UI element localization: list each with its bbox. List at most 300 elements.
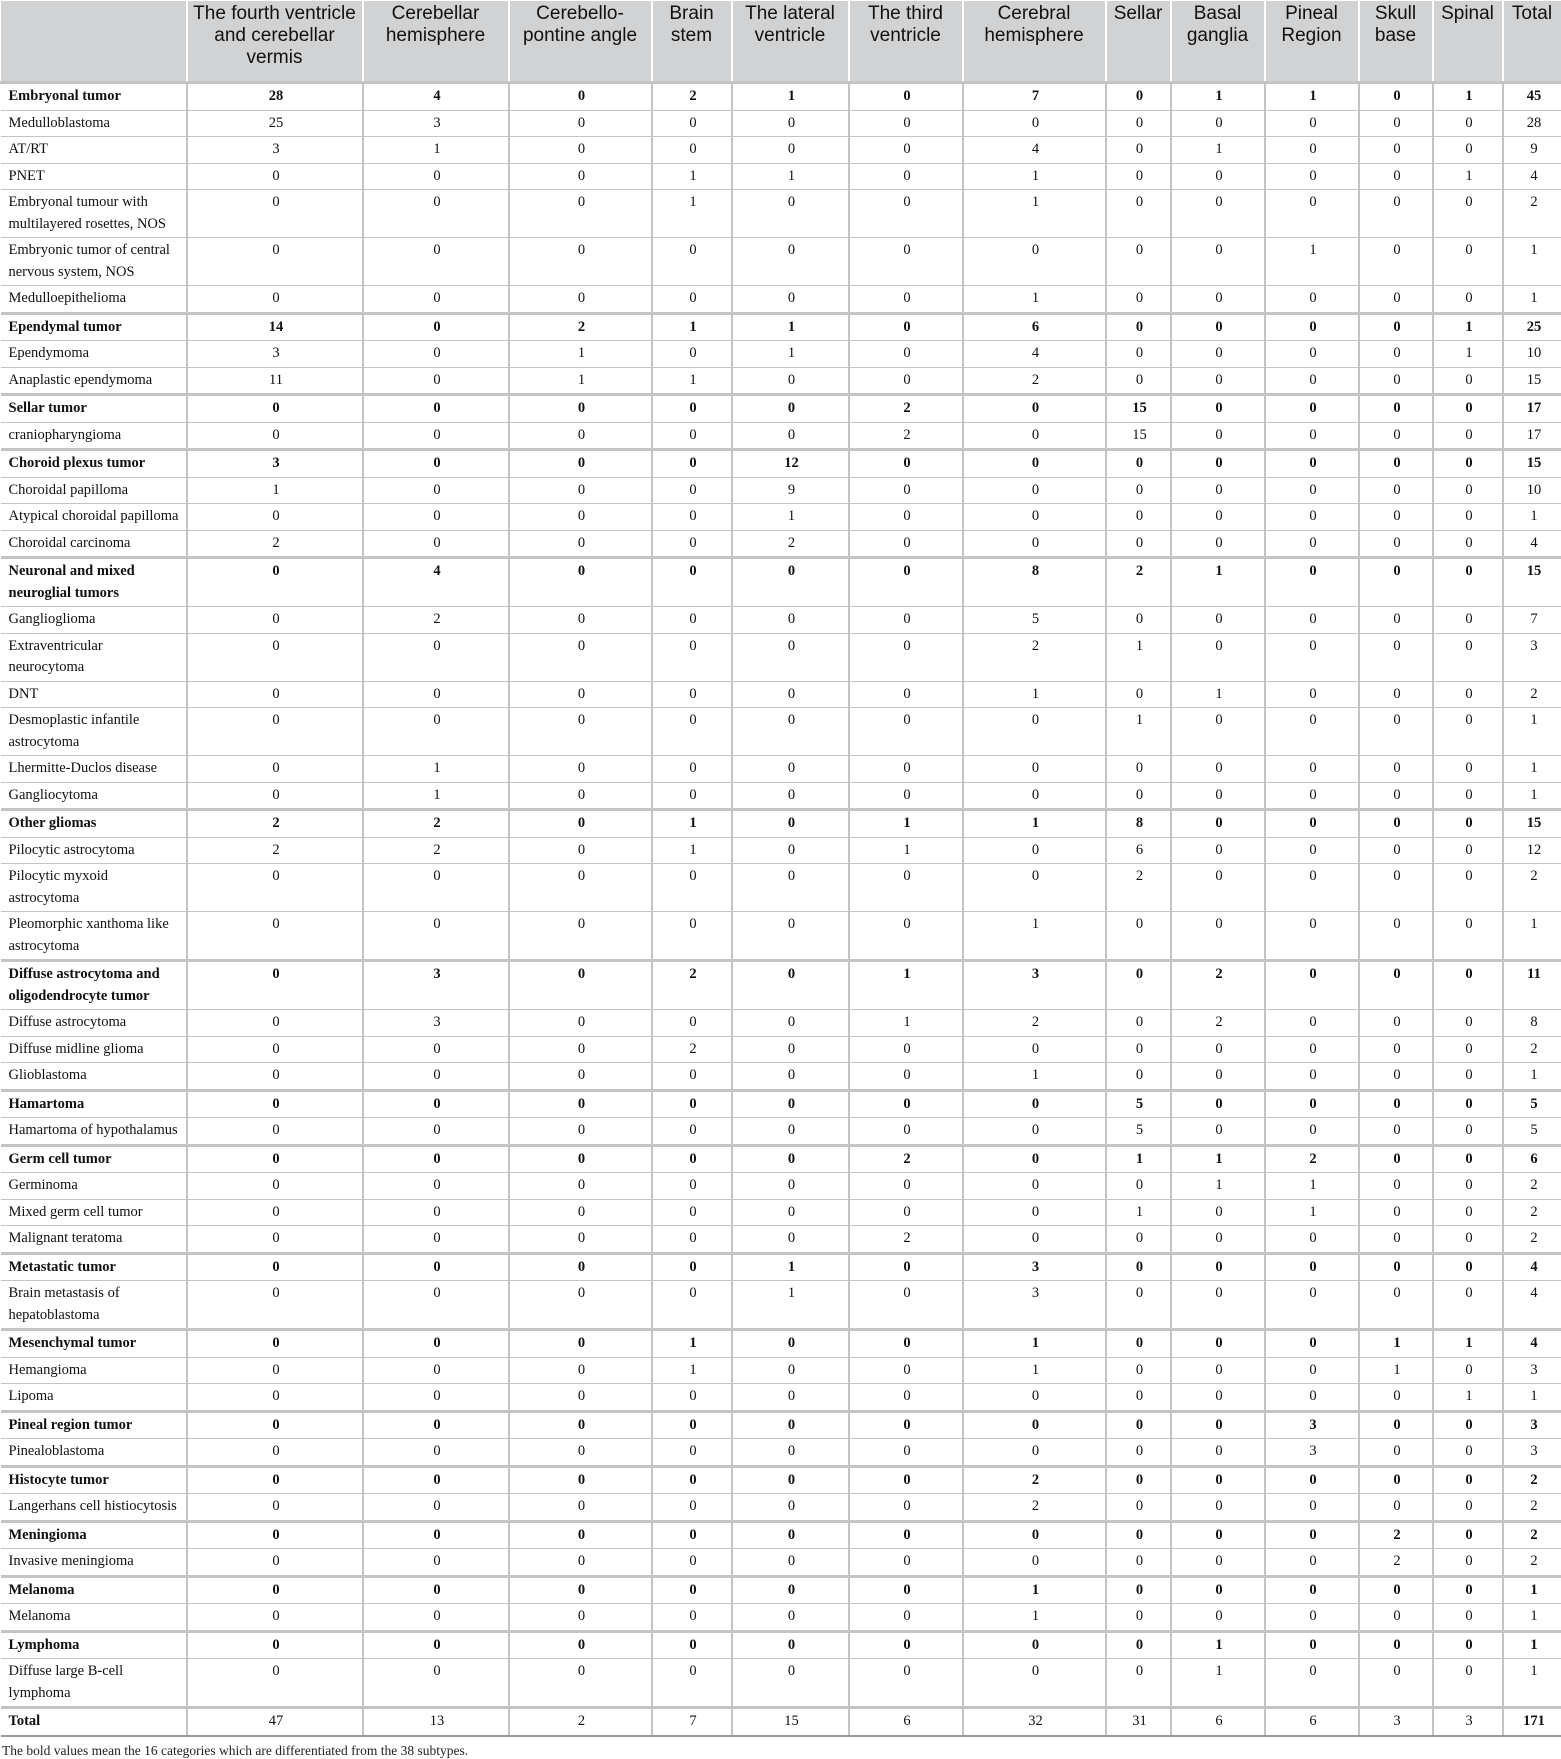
value-cell: 0 [1359, 810, 1433, 838]
value-cell: 3 [363, 110, 509, 137]
value-cell: 0 [1265, 708, 1359, 756]
value-cell: 0 [849, 341, 963, 368]
value-cell: 0 [652, 1466, 732, 1494]
header-row [1, 1, 1561, 83]
value-cell: 0 [849, 1631, 963, 1659]
value-cell: 0 [509, 961, 652, 1010]
value-cell: 0 [509, 1253, 652, 1281]
value-cell: 0 [963, 1036, 1106, 1063]
value-cell: 1 [363, 782, 509, 810]
value-cell: 9 [1503, 137, 1561, 164]
subtype-row [1, 912, 1561, 961]
value-cell: 0 [849, 83, 963, 111]
value-cell: 0 [1171, 395, 1265, 423]
value-cell: 0 [363, 190, 509, 238]
value-cell: 0 [509, 1576, 652, 1604]
value-cell: 15 [1503, 367, 1561, 395]
row-label: PNET [1, 163, 187, 190]
subtype-row [1, 1063, 1561, 1091]
row-label: Meningioma [1, 1521, 187, 1549]
value-cell: 0 [1265, 313, 1359, 341]
value-cell: 1 [1503, 1659, 1561, 1708]
value-cell: 2 [652, 83, 732, 111]
value-cell: 0 [509, 912, 652, 961]
value-cell: 0 [849, 708, 963, 756]
value-cell: 0 [363, 477, 509, 504]
value-cell: 0 [849, 477, 963, 504]
value-cell: 0 [363, 1466, 509, 1494]
value-cell: 0 [652, 1199, 732, 1226]
value-cell: 0 [509, 1357, 652, 1384]
value-cell: 0 [1265, 1549, 1359, 1577]
value-cell: 0 [1359, 395, 1433, 423]
value-cell: 0 [1171, 1604, 1265, 1632]
row-label: Gangliocytoma [1, 782, 187, 810]
value-cell: 0 [363, 1281, 509, 1330]
value-cell: 0 [187, 912, 363, 961]
value-cell: 1 [1503, 708, 1561, 756]
row-label: Invasive meningioma [1, 1549, 187, 1577]
value-cell: 0 [1359, 504, 1433, 531]
row-label: Pineal region tumor [1, 1411, 187, 1439]
category-row [1, 313, 1561, 341]
subtype-row [1, 1494, 1561, 1522]
value-cell: 0 [187, 681, 363, 708]
value-cell: 2 [1106, 864, 1171, 912]
value-cell: 1 [1171, 137, 1265, 164]
value-cell: 1 [1171, 1173, 1265, 1200]
subtype-row [1, 681, 1561, 708]
subtype-row [1, 837, 1561, 864]
value-cell: 0 [1433, 1521, 1503, 1549]
value-cell: 0 [1171, 341, 1265, 368]
value-cell: 0 [1265, 1631, 1359, 1659]
value-cell: 0 [1265, 137, 1359, 164]
value-cell: 0 [1359, 607, 1433, 634]
value-cell: 0 [187, 1604, 363, 1632]
subtype-row [1, 137, 1561, 164]
value-cell: 0 [963, 504, 1106, 531]
value-cell: 0 [849, 1521, 963, 1549]
value-cell: 0 [509, 422, 652, 450]
value-cell: 5 [963, 607, 1106, 634]
row-label: Diffuse midline glioma [1, 1036, 187, 1063]
value-cell: 0 [1171, 633, 1265, 681]
value-cell: 0 [732, 864, 849, 912]
value-cell: 0 [963, 756, 1106, 783]
value-cell: 0 [963, 1199, 1106, 1226]
value-cell: 0 [1359, 708, 1433, 756]
value-cell: 0 [1359, 864, 1433, 912]
value-cell: 1 [509, 341, 652, 368]
value-cell: 0 [1265, 504, 1359, 531]
header-cell: Cerebellar hemisphere [363, 1, 509, 83]
category-row [1, 558, 1561, 607]
value-cell: 0 [187, 633, 363, 681]
value-cell: 0 [187, 782, 363, 810]
value-cell: 0 [1265, 681, 1359, 708]
value-cell: 0 [1265, 1604, 1359, 1632]
value-cell: 0 [509, 190, 652, 238]
value-cell: 0 [652, 1494, 732, 1522]
value-cell: 0 [1106, 1521, 1171, 1549]
row-label: Lymphoma [1, 1631, 187, 1659]
subtype-row [1, 110, 1561, 137]
value-cell: 1 [652, 1330, 732, 1358]
value-cell: 6 [1265, 1708, 1359, 1736]
value-cell: 0 [1265, 1357, 1359, 1384]
value-cell: 0 [1359, 1173, 1433, 1200]
value-cell: 0 [363, 504, 509, 531]
value-cell: 1 [732, 341, 849, 368]
value-cell: 0 [1171, 450, 1265, 478]
value-cell: 0 [1359, 110, 1433, 137]
value-cell: 0 [187, 1466, 363, 1494]
value-cell: 0 [1106, 1063, 1171, 1091]
value-cell: 0 [187, 1494, 363, 1522]
value-cell: 9 [732, 477, 849, 504]
value-cell: 0 [1433, 395, 1503, 423]
value-cell: 0 [849, 633, 963, 681]
value-cell: 0 [732, 1199, 849, 1226]
value-cell: 0 [732, 810, 849, 838]
value-cell: 0 [849, 1357, 963, 1384]
value-cell: 0 [1106, 1330, 1171, 1358]
value-cell: 1 [963, 286, 1106, 314]
row-label: Hamartoma [1, 1090, 187, 1118]
value-cell: 0 [849, 1330, 963, 1358]
value-cell: 0 [1433, 864, 1503, 912]
value-cell: 0 [1433, 1253, 1503, 1281]
value-cell: 1 [963, 163, 1106, 190]
value-cell: 0 [963, 1145, 1106, 1173]
category-row [1, 1466, 1561, 1494]
value-cell: 0 [1433, 1036, 1503, 1063]
header-cell: Basal ganglia [1171, 1, 1265, 83]
value-cell: 1 [1433, 163, 1503, 190]
value-cell: 0 [849, 1384, 963, 1412]
value-cell: 0 [732, 1549, 849, 1577]
value-cell: 2 [652, 961, 732, 1010]
value-cell: 0 [1433, 912, 1503, 961]
value-cell: 0 [1106, 137, 1171, 164]
value-cell: 0 [849, 782, 963, 810]
value-cell: 13 [363, 1708, 509, 1736]
value-cell: 1 [732, 1281, 849, 1330]
value-cell: 0 [1359, 286, 1433, 314]
value-cell: 0 [509, 477, 652, 504]
value-cell: 1 [1106, 1145, 1171, 1173]
value-cell: 0 [1106, 1604, 1171, 1632]
value-cell: 1 [1503, 756, 1561, 783]
value-cell: 0 [1106, 1466, 1171, 1494]
value-cell: 0 [363, 1226, 509, 1254]
row-label: Histocyte tumor [1, 1466, 187, 1494]
subtype-row [1, 1549, 1561, 1577]
row-label: Pleomorphic xanthoma like astrocytoma [1, 912, 187, 961]
value-cell: 0 [732, 1357, 849, 1384]
value-cell: 0 [1106, 1659, 1171, 1708]
value-cell: 1 [1106, 1199, 1171, 1226]
value-cell: 0 [732, 1036, 849, 1063]
value-cell: 0 [1433, 1063, 1503, 1091]
value-cell: 6 [1171, 1708, 1265, 1736]
value-cell: 0 [509, 1010, 652, 1037]
value-cell: 1 [652, 810, 732, 838]
value-cell: 0 [509, 163, 652, 190]
value-cell: 0 [187, 961, 363, 1010]
value-cell: 0 [1171, 1494, 1265, 1522]
value-cell: 0 [732, 110, 849, 137]
value-cell: 0 [1171, 864, 1265, 912]
row-label: Sellar tumor [1, 395, 187, 423]
value-cell: 0 [1265, 1384, 1359, 1412]
value-cell: 171 [1503, 1708, 1561, 1736]
value-cell: 0 [652, 477, 732, 504]
value-cell: 0 [1433, 1281, 1503, 1330]
value-cell: 1 [1433, 341, 1503, 368]
value-cell: 0 [509, 633, 652, 681]
value-cell: 0 [1106, 477, 1171, 504]
value-cell: 1 [732, 1253, 849, 1281]
value-cell: 0 [652, 1090, 732, 1118]
value-cell: 0 [963, 837, 1106, 864]
value-cell: 0 [1171, 367, 1265, 395]
value-cell: 25 [187, 110, 363, 137]
value-cell: 0 [732, 782, 849, 810]
value-cell: 1 [363, 756, 509, 783]
value-cell: 0 [1433, 110, 1503, 137]
value-cell: 2 [1265, 1145, 1359, 1173]
value-cell: 0 [187, 1411, 363, 1439]
value-cell: 2 [963, 367, 1106, 395]
subtype-row [1, 190, 1561, 238]
value-cell: 0 [1433, 1199, 1503, 1226]
value-cell: 1 [187, 477, 363, 504]
value-cell: 0 [1106, 1253, 1171, 1281]
value-cell: 0 [1433, 1549, 1503, 1577]
value-cell: 0 [1359, 1090, 1433, 1118]
value-cell: 0 [732, 367, 849, 395]
value-cell: 0 [849, 367, 963, 395]
header-cell: The lateral ventricle [732, 1, 849, 83]
value-cell: 0 [363, 450, 509, 478]
value-cell: 0 [963, 477, 1106, 504]
value-cell: 0 [363, 912, 509, 961]
value-cell: 0 [363, 1036, 509, 1063]
value-cell: 6 [963, 313, 1106, 341]
value-cell: 1 [732, 313, 849, 341]
value-cell: 1 [1106, 708, 1171, 756]
value-cell: 0 [1171, 1199, 1265, 1226]
value-cell: 0 [732, 190, 849, 238]
row-label: Other gliomas [1, 810, 187, 838]
value-cell: 0 [849, 1199, 963, 1226]
value-cell: 0 [187, 238, 363, 286]
value-cell: 1 [652, 313, 732, 341]
value-cell: 0 [1171, 163, 1265, 190]
row-label: Neuronal and mixed neuroglial tumors [1, 558, 187, 607]
value-cell: 1 [652, 190, 732, 238]
value-cell: 0 [732, 1010, 849, 1037]
value-cell: 0 [1171, 1036, 1265, 1063]
value-cell: 0 [963, 1521, 1106, 1549]
value-cell: 0 [1433, 633, 1503, 681]
value-cell: 1 [1171, 681, 1265, 708]
value-cell: 2 [849, 395, 963, 423]
value-cell: 1 [1503, 782, 1561, 810]
value-cell: 0 [1265, 477, 1359, 504]
value-cell: 0 [1171, 1466, 1265, 1494]
value-cell: 0 [509, 756, 652, 783]
value-cell: 15 [1106, 395, 1171, 423]
value-cell: 0 [1359, 1281, 1433, 1330]
value-cell: 0 [187, 1384, 363, 1412]
header-cell-row-label [1, 1, 187, 83]
value-cell: 0 [363, 1253, 509, 1281]
subtype-row [1, 1036, 1561, 1063]
value-cell: 0 [187, 163, 363, 190]
value-cell: 0 [732, 633, 849, 681]
subtype-row [1, 708, 1561, 756]
value-cell: 0 [732, 1173, 849, 1200]
value-cell: 0 [1359, 961, 1433, 1010]
value-cell: 0 [1359, 1384, 1433, 1412]
value-cell: 2 [849, 1226, 963, 1254]
value-cell: 0 [1433, 1118, 1503, 1146]
value-cell: 0 [652, 864, 732, 912]
value-cell: 4 [363, 83, 509, 111]
value-cell: 0 [732, 837, 849, 864]
value-cell: 0 [1106, 1439, 1171, 1467]
value-cell: 0 [187, 1281, 363, 1330]
value-cell: 0 [1171, 110, 1265, 137]
category-row [1, 1090, 1561, 1118]
value-cell: 0 [1359, 477, 1433, 504]
value-cell: 0 [1106, 530, 1171, 558]
value-cell: 0 [1359, 1659, 1433, 1708]
value-cell: 11 [1503, 961, 1561, 1010]
value-cell: 0 [732, 1439, 849, 1467]
value-cell: 7 [963, 83, 1106, 111]
value-cell: 2 [1171, 1010, 1265, 1037]
value-cell: 0 [652, 912, 732, 961]
value-cell: 0 [1359, 1063, 1433, 1091]
value-cell: 0 [963, 1226, 1106, 1254]
value-cell: 0 [849, 1439, 963, 1467]
value-cell: 0 [509, 1199, 652, 1226]
value-cell: 3 [1503, 633, 1561, 681]
value-cell: 1 [1265, 1173, 1359, 1200]
value-cell: 0 [1359, 1576, 1433, 1604]
value-cell: 0 [849, 1411, 963, 1439]
value-cell: 1 [1171, 558, 1265, 607]
subtype-row [1, 607, 1561, 634]
value-cell: 0 [1106, 607, 1171, 634]
value-cell: 0 [1359, 1253, 1433, 1281]
value-cell: 0 [1359, 1118, 1433, 1146]
value-cell: 0 [1433, 782, 1503, 810]
value-cell: 0 [1171, 1521, 1265, 1549]
value-cell: 0 [1359, 782, 1433, 810]
value-cell: 0 [363, 286, 509, 314]
value-cell: 0 [1359, 1631, 1433, 1659]
value-cell: 0 [187, 190, 363, 238]
value-cell: 0 [1171, 912, 1265, 961]
value-cell: 0 [363, 1411, 509, 1439]
row-label: DNT [1, 681, 187, 708]
value-cell: 0 [963, 1173, 1106, 1200]
value-cell: 3 [363, 961, 509, 1010]
value-cell: 0 [509, 110, 652, 137]
value-cell: 0 [652, 633, 732, 681]
value-cell: 0 [652, 504, 732, 531]
value-cell: 2 [509, 1708, 652, 1736]
value-cell: 2 [363, 810, 509, 838]
value-cell: 0 [849, 1173, 963, 1200]
value-cell: 2 [509, 313, 652, 341]
row-label: Germinoma [1, 1173, 187, 1200]
value-cell: 0 [1106, 1357, 1171, 1384]
value-cell: 6 [1503, 1145, 1561, 1173]
value-cell: 3 [1503, 1411, 1561, 1439]
value-cell: 0 [187, 1199, 363, 1226]
value-cell: 0 [187, 1330, 363, 1358]
subtype-row [1, 1659, 1561, 1708]
value-cell: 0 [1433, 1145, 1503, 1173]
value-cell: 0 [363, 864, 509, 912]
value-cell: 0 [1265, 190, 1359, 238]
value-cell: 0 [187, 1173, 363, 1200]
value-cell: 0 [1171, 1357, 1265, 1384]
value-cell: 3 [1265, 1411, 1359, 1439]
value-cell: 0 [509, 395, 652, 423]
value-cell: 0 [187, 1659, 363, 1708]
value-cell: 1 [1433, 1330, 1503, 1358]
value-cell: 0 [1106, 504, 1171, 531]
value-cell: 0 [1265, 912, 1359, 961]
value-cell: 0 [1359, 912, 1433, 961]
value-cell: 0 [1106, 756, 1171, 783]
value-cell: 0 [1433, 137, 1503, 164]
row-label: AT/RT [1, 137, 187, 164]
row-label: Embryonic tumor of central nervous system, NOS [1, 238, 187, 286]
value-cell: 0 [849, 1090, 963, 1118]
row-label: Anaplastic ependymoma [1, 367, 187, 395]
value-cell: 0 [187, 708, 363, 756]
value-cell: 0 [652, 341, 732, 368]
value-cell: 0 [1106, 1494, 1171, 1522]
value-cell: 0 [1359, 633, 1433, 681]
value-cell: 0 [652, 1631, 732, 1659]
value-cell: 3 [1503, 1357, 1561, 1384]
subtype-row [1, 633, 1561, 681]
value-cell: 0 [1433, 708, 1503, 756]
value-cell: 0 [1171, 708, 1265, 756]
value-cell: 0 [363, 1330, 509, 1358]
value-cell: 0 [509, 1631, 652, 1659]
value-cell: 2 [1359, 1521, 1433, 1549]
value-cell: 15 [1503, 810, 1561, 838]
value-cell: 0 [1433, 504, 1503, 531]
value-cell: 0 [1106, 83, 1171, 111]
value-cell: 0 [509, 83, 652, 111]
subtype-row [1, 422, 1561, 450]
value-cell: 0 [187, 1253, 363, 1281]
value-cell: 0 [652, 1253, 732, 1281]
value-cell: 5 [1106, 1090, 1171, 1118]
subtype-row [1, 238, 1561, 286]
